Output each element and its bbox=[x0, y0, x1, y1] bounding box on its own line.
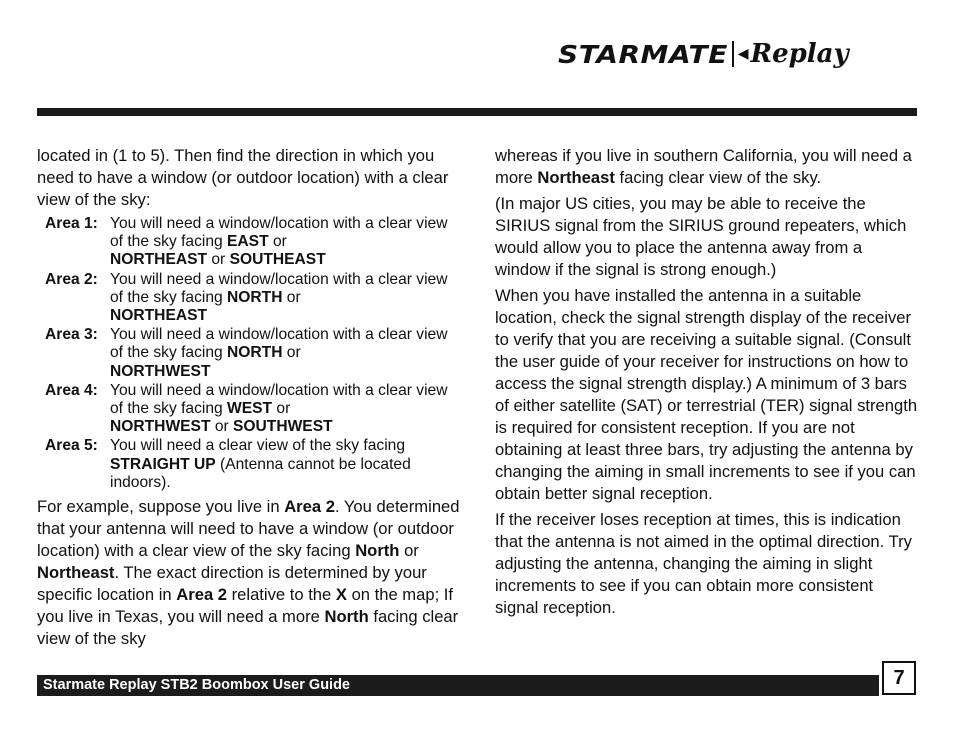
reception-paragraph: If the receiver loses reception at times, this is indication that the antenna is not aimed in the optimal direction. Try adjusting the antenna, changing the aiming in slight increments to see if you can obtain more consistent signal reception. bbox=[495, 510, 912, 617]
text-run: or bbox=[399, 541, 419, 561]
area-text bbox=[110, 215, 462, 270]
area-description: You will need a window/location with a clear view of the sky facing bbox=[110, 326, 448, 362]
area-description: You will need a clear view of the sky facing bbox=[110, 437, 406, 455]
area-label: Area 4: bbox=[45, 381, 98, 399]
area-text bbox=[110, 326, 462, 381]
area-separator: or bbox=[210, 418, 234, 436]
area-list bbox=[37, 215, 462, 492]
area-text bbox=[110, 271, 462, 326]
bold-run: Area 2 bbox=[284, 497, 335, 517]
logo-brand-text: STARMATE bbox=[558, 39, 728, 69]
logo-divider bbox=[732, 41, 734, 67]
intro-paragraph: located in (1 to 5). Then find the direction in which you need to have a window (or outdoor location) with a clear view of the sky: bbox=[37, 146, 449, 209]
bold-run: North bbox=[355, 541, 400, 561]
area-item bbox=[37, 382, 462, 437]
left-column bbox=[37, 145, 462, 654]
repeater-paragraph: (In major US cities, you may be able to receive the SIRIUS signal from the SIRIUS ground repeaters, which would allow you to place the antenna away from a window if the signal is strong enough.) bbox=[495, 194, 907, 279]
area-item bbox=[37, 215, 462, 270]
area-separator: or bbox=[282, 344, 301, 362]
area-description: You will need a window/location with a clear view of the sky facing bbox=[110, 270, 448, 306]
area-description: You will need a window/location with a clear view of the sky facing bbox=[110, 381, 448, 418]
text-run: For example, suppose you live in bbox=[37, 497, 285, 517]
text-run: facing clear view of the sky. bbox=[614, 168, 822, 187]
area-label: Area 1: bbox=[45, 215, 98, 232]
area-separator: or bbox=[268, 233, 287, 251]
text-run: relative to the bbox=[227, 585, 336, 605]
area-item bbox=[37, 326, 462, 381]
area-direction: SOUTHEAST bbox=[229, 251, 326, 269]
bold-run: Northeast bbox=[37, 563, 115, 583]
area-text bbox=[110, 437, 462, 492]
area-direction: NORTH bbox=[227, 344, 283, 362]
bold-run: X bbox=[335, 585, 347, 605]
starmate-replay-logo bbox=[558, 36, 918, 72]
area-direction: NORTHEAST bbox=[110, 251, 208, 269]
area-separator: or bbox=[272, 400, 291, 418]
area-description: You will need a window/location with a clear view of the sky facing bbox=[110, 215, 448, 251]
area-label: Area 5: bbox=[45, 437, 98, 455]
logo-sub-text: Replay bbox=[750, 39, 849, 69]
area-direction: NORTHWEST bbox=[110, 362, 211, 380]
page-number: 7 bbox=[882, 661, 916, 695]
area-separator: or bbox=[282, 288, 301, 306]
area-direction: NORTHEAST bbox=[110, 307, 208, 325]
area-direction: SOUTHWEST bbox=[233, 418, 333, 436]
california-paragraph bbox=[495, 145, 920, 189]
rewind-arrow-icon: ◀ bbox=[737, 46, 749, 62]
text-run: . You determined that your antenna will need to have a window (or outdoor location) with a clear view of the sky facing bbox=[37, 497, 460, 561]
bold-run: North bbox=[324, 607, 369, 627]
area-note: (Antenna cannot be located indoors). bbox=[110, 455, 411, 491]
area-direction: NORTHWEST bbox=[110, 418, 211, 436]
area-item bbox=[37, 271, 462, 326]
area-direction: WEST bbox=[227, 400, 273, 418]
area-label: Area 2: bbox=[45, 270, 98, 288]
header-rule bbox=[37, 108, 917, 116]
text-run: on the map; If you live in Texas, you will need a more bbox=[37, 585, 454, 627]
area-label: Area 3: bbox=[45, 326, 98, 344]
bold-run: Area 2 bbox=[176, 585, 228, 605]
area-item bbox=[37, 437, 462, 492]
signal-strength-paragraph: When you have installed the antenna in a suitable location, check the signal strength display of the receiver to verify that you are receiving a suitable signal. (Consult the user guide of your receiver for instructions on how to access the signal strength display.) A minimum of 3 bars of either satellite (SAT) or terrestrial (TER) signal strength is required for consistent reception. If you are not obtaining at least three bars, try adjusting the antenna by changing the aiming in small increments to see if you can obtain better signal reception. bbox=[495, 286, 918, 503]
text-run: whereas if you live in southern California, you will need a more bbox=[495, 146, 912, 187]
area-direction: STRAIGHT UP bbox=[110, 455, 216, 473]
area-separator: or bbox=[207, 251, 230, 269]
footer-title-bar: Starmate Replay STB2 Boombox User Guide bbox=[37, 675, 879, 696]
text-run: . The exact direction is determined by your specific location in bbox=[37, 563, 427, 605]
right-column bbox=[495, 145, 920, 623]
area-direction: NORTH bbox=[227, 288, 283, 306]
text-run: facing clear view of the sky bbox=[37, 607, 459, 649]
area-direction: EAST bbox=[227, 233, 269, 251]
area-text bbox=[110, 382, 462, 437]
bold-run: Northeast bbox=[537, 168, 615, 187]
example-paragraph bbox=[37, 496, 462, 650]
